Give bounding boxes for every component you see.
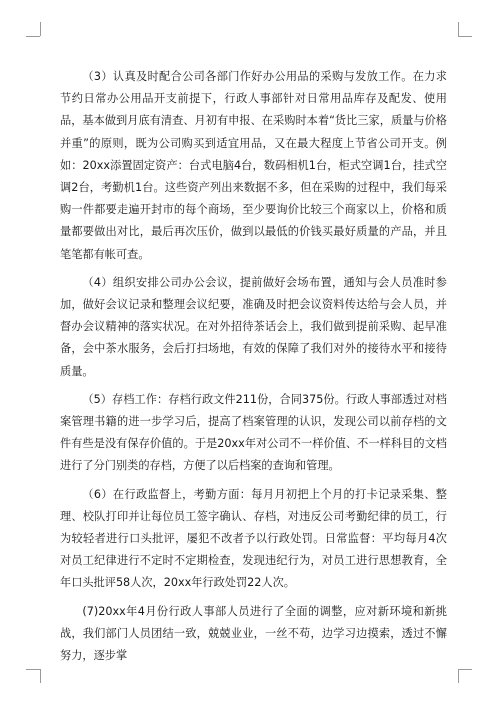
document-body	[60, 66, 447, 673]
crop-mark-top-left-h	[26, 36, 40, 37]
crop-mark-bottom-right-h	[458, 669, 472, 670]
paragraph-5: （5）存档工作：存档行政文件211份，合同375份。行政人事部透过对档案管理书籍的进一步学习后，提高了档案管理的认识，发现公司以前存档的文件有些是没有保存价值的。于是20xx年对公司不一样价值、不一样科目的文档进行了分门别类的存档，方便了以后档案的查询和管理。	[60, 392, 447, 473]
paragraph-3: （3）认真及时配合公司各部门作好办公用品的采购与发放工作。在力求节约日常办公用品开支前提下，行政人事部针对日常用品库存及配发、使用品，基本做到月底有清查、月初有申报、在采购时本着“货比三家，质量与价格并重”的原则，既为公司购买到适宜用品，又在最大程度上节省公司开支。例如：20xx添置固定资产：台式电脑4台，数码相机1台，柜式空调1台，挂式空调2台，考勤机1台。这些资产列出来数据不多，但在采购的过程中，我们每采购一件都要走遍开封市的每个商场，至少要询价比较三个商家以上，价格和质量都要做出对比，最后再次压价，做到以最低的价钱买最好质量的产品，并且笔笔都有帐可查。	[60, 70, 447, 261]
crop-mark-top-left-v	[40, 22, 41, 36]
crop-mark-bottom-left-h	[26, 669, 40, 670]
crop-mark-top-right-h	[458, 36, 472, 37]
crop-mark-bottom-left-v	[40, 669, 41, 683]
crop-mark-top-right-v	[458, 22, 459, 36]
paragraph-6: （6）在行政监督上，考勤方面：每月月初把上个月的打卡记录采集、整理、校队打印并让每位员工签字确认、存档，对违反公司考勤纪律的员工，行为较轻者进行口头批评，屡犯不改者予以行政处罚。日常监督：平均每月4次对员工纪律进行不定时不定期检查，发现违纪行为，对员工进行思想教育，全年口头批评58人次，20xx年行政处罚22人次。	[60, 487, 447, 590]
paragraph-4: （4）组织安排公司办公会议，提前做好会场布置，通知与会人员准时参加，做好会议记录和整理会议纪要，准确及时把会议资料传达给与会人员，并督办会议精神的落实状况。在对外招待茶话会上，我们做到提前采购、起早准备，会中茶水服务，会后打扫场地，有效的保障了我们对外的接待水平和接待质量。	[60, 275, 447, 378]
crop-mark-bottom-right-v	[458, 669, 459, 683]
paragraph-7: (7)20xx年4月份行政人事部人员进行了全面的调整，应对新环境和新挑战，我们部门人员团结一致，兢兢业业，一丝不苟，边学习边摸索，透过不懈努力，逐步掌	[60, 604, 447, 663]
